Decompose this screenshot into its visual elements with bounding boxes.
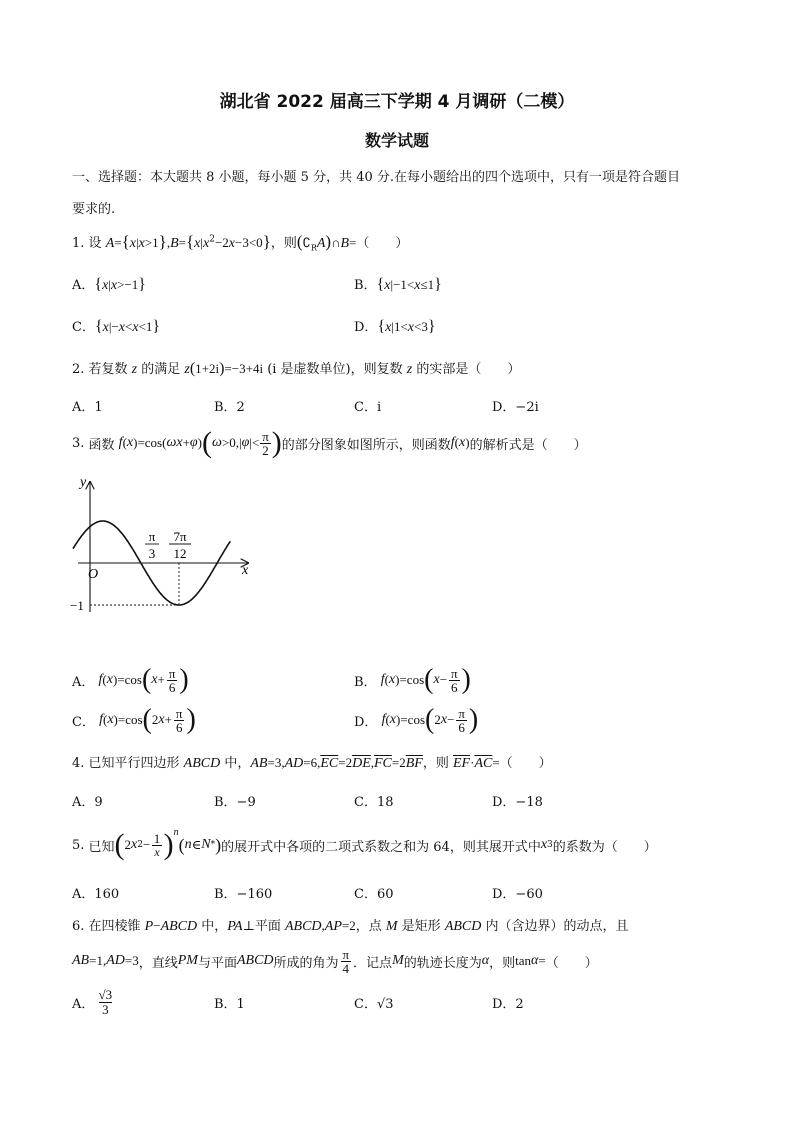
question-number: 2. — [72, 362, 85, 377]
question-number: 1. — [72, 236, 85, 251]
q5-option-a[interactable]: A．160 — [72, 887, 120, 902]
q6-option-a[interactable]: A． √3 3 — [72, 986, 113, 1017]
q3-option-c[interactable]: C． f ( x )=cos ( 2 x + $\frac{\pi}{6}$ ) — [72, 704, 196, 735]
question-3: 3. 函数 f ( x )=cos( ωx + φ ) ( ω >0,| φ |< π 2 ) 的部分图象如图所示，则函数 f ( x ) 的解析式是（ ） — [72, 426, 587, 459]
q5-option-c[interactable]: C．60 — [354, 887, 394, 902]
section-intro-line-1: 一、选择题：本大题共 8 小题，每小题 5 分，共 40 分.在每小题给出的四个选项中，只有一项是符合题目 — [72, 170, 681, 185]
page-subtitle: 数学试题 — [364, 131, 429, 150]
q3-option-b[interactable]: B． f ( x )=cos ( x − $\frac{\pi}{6}$ ) — [354, 664, 471, 695]
q3-option-a[interactable]: A． f ( x )=cos ( x + $\frac{\pi}{6}$ ) — [72, 664, 189, 695]
question-4: 4. 已知平行四边形 ABCD 中，$AB=3,AD=6,\overline{EC}=2\overline{DE},\overline{FC}=2\overline{BF}$，则 $\overline{EF}\cdot\overline{AC}=$（ ） — [72, 755, 552, 771]
origin-label: O — [88, 567, 99, 582]
q1-option-c[interactable]: C．{x|−x<x<1} — [72, 318, 161, 335]
tick-7pi-12 — [169, 529, 191, 561]
question-1: 1. 设 $A=\{x|x>1\},B=\{x|x^2-2x-3<0\}$，则$(∁_RA)\cap B=$（ ） — [72, 232, 409, 253]
q6-option-d[interactable]: D．2 — [492, 997, 524, 1012]
question-number: 6. — [72, 919, 85, 934]
question-number: 5. — [72, 837, 85, 853]
question-6-line-2: AB =1, AD =3 ，直线 PM 与平面 ABCD 所成的角为 π 4 ．记点 M 的轨迹长度为 α ，则 tan α = （ ） — [72, 946, 598, 976]
y-tick-minus-one: −1 — [70, 598, 84, 613]
tick-pi-3 — [145, 529, 159, 561]
q5-option-d[interactable]: D．−60 — [492, 887, 543, 902]
section-intro-line-2: 要求的. — [72, 202, 116, 217]
svg-text:7π: 7π — [173, 529, 187, 544]
q1-option-b[interactable]: B．{x|−1<x≤1} — [354, 276, 442, 293]
question-number: 3. — [72, 435, 85, 451]
q2-option-a[interactable]: A．1 — [72, 400, 103, 415]
question-5: 5. 已知 ( 2 x 2 − $\frac{1}{x}$ ) $^n$ ( n ∈ N * ) 的展开式中各项的二项式系数之和为 64，则其展开式中 x 3 的系数为（ ） — [72, 827, 657, 861]
q4-option-b[interactable]: B．−9 — [214, 795, 256, 810]
question-number: 4. — [72, 756, 85, 771]
page-title: 湖北省 2022 届高三下学期 4 月调研（二模） — [219, 92, 575, 112]
q4-option-c[interactable]: C．18 — [354, 795, 394, 810]
question-6-line-1: 6. 在四棱锥 P−ABCD 中，PA⊥平面 ABCD,AP=2，点 M 是矩形 ABCD 内（含边界）的动点，且 — [72, 918, 629, 934]
question-2: 2. 若复数 z 的满足 z(1+2i)=−3+4i (i 是虚数单位)，则复数 z 的实部是（ ） — [72, 360, 521, 377]
svg-text:π: π — [148, 529, 156, 544]
svg-text:3: 3 — [148, 546, 156, 561]
y-axis-label: y — [80, 475, 87, 490]
q2-option-c[interactable]: C．i — [354, 400, 382, 415]
q2-option-d[interactable]: D．−2i — [492, 400, 539, 415]
q3-option-d[interactable]: D． f ( x )=cos ( 2 x − $\frac{\pi}{6}$ ) — [354, 704, 479, 735]
q4-option-d[interactable]: D．−18 — [492, 795, 543, 810]
q6-option-c[interactable]: C．√3 — [354, 997, 394, 1012]
q6-option-b[interactable]: B．1 — [214, 997, 245, 1012]
q4-option-a[interactable]: A．9 — [72, 795, 103, 810]
function-graph — [70, 470, 260, 620]
q2-option-b[interactable]: B．2 — [214, 400, 245, 415]
q5-option-b[interactable]: B．−160 — [214, 887, 273, 902]
x-axis-label: x — [242, 563, 249, 578]
q1-option-d[interactable]: D．{x|1<x<3} — [354, 318, 436, 335]
svg-text:12: 12 — [173, 546, 187, 561]
q1-option-a[interactable]: A．{x|x>−1} — [72, 276, 146, 293]
